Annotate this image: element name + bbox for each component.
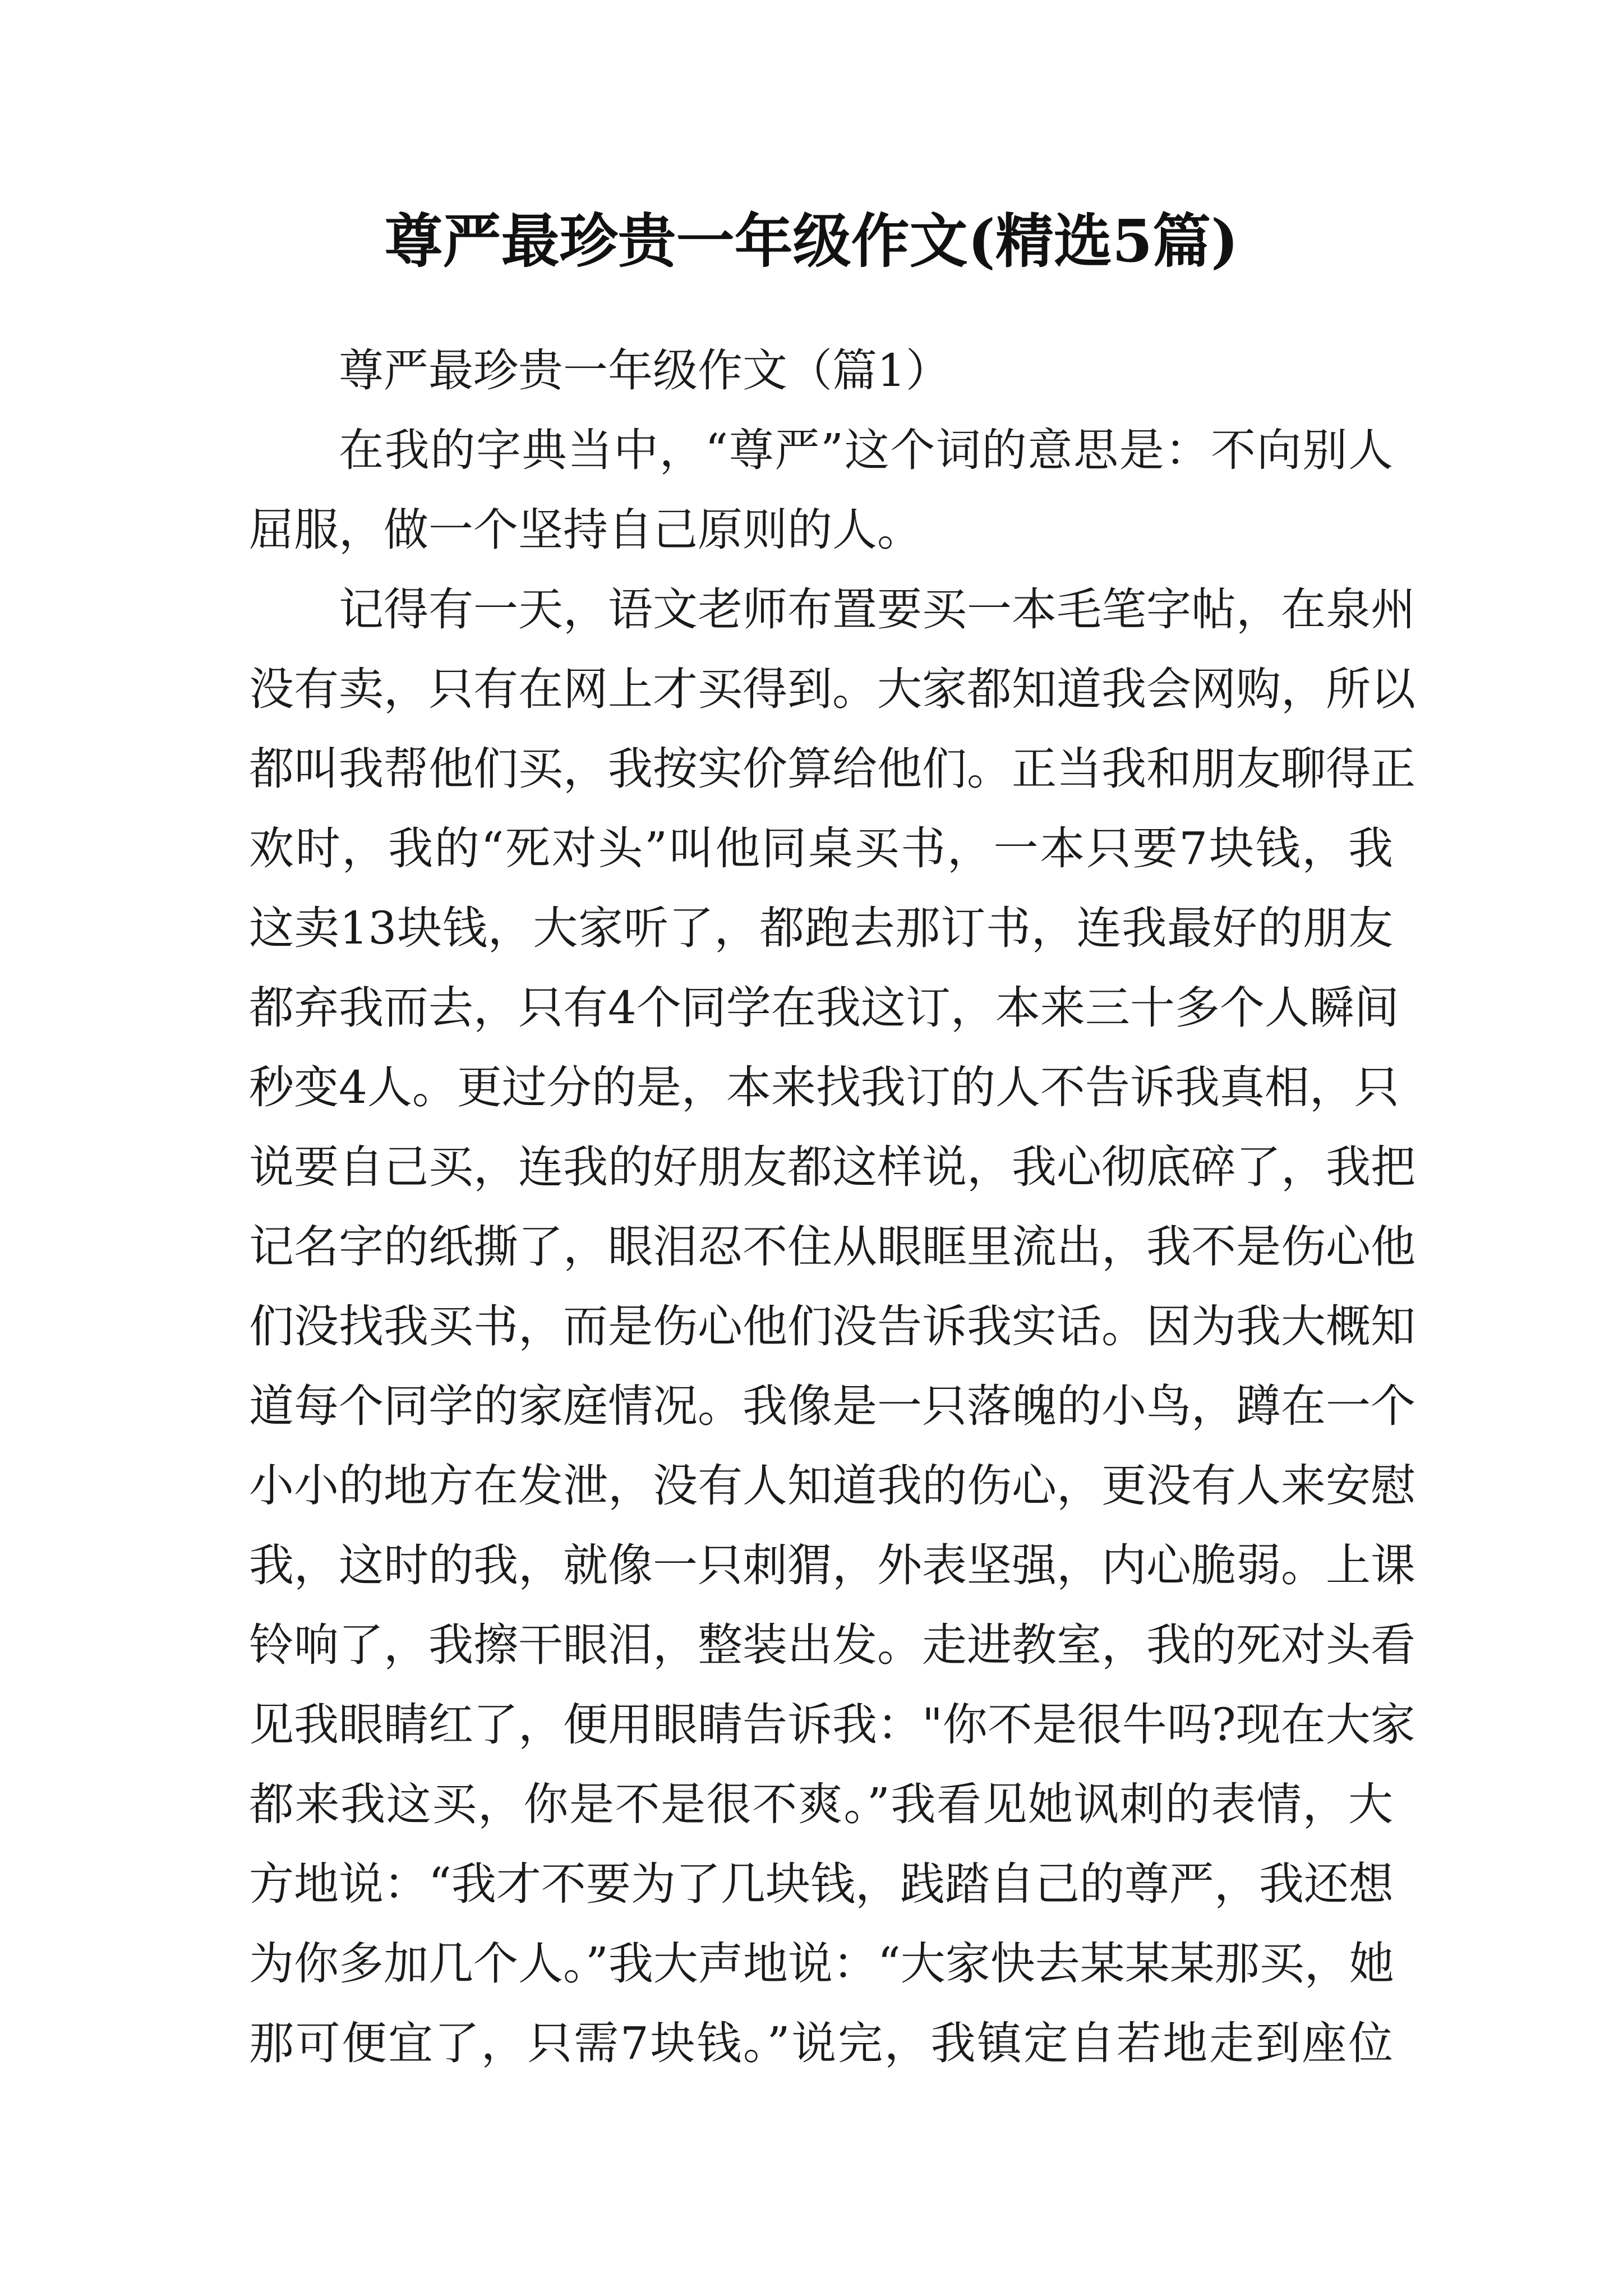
document-title: 尊严最珍贵一年级作文(精选5篇): [384, 206, 1239, 275]
paragraph-line: 说要自己买，连我的好朋友都这样说，我心彻底碎了，我把: [249, 1141, 1415, 1193]
section-heading: 尊严最珍贵一年级作文（篇1）: [339, 344, 951, 397]
paragraph-line: 小小的地方在发泄，没有人知道我的伤心，更没有人来安慰: [249, 1460, 1415, 1512]
paragraph-line: 那可便宜了，只需7块钱。”说完，我镇定自若地走到座位: [249, 2017, 1393, 2069]
paragraph-line: 记得有一天，语文老师布置要买一本毛笔字帖，在泉州: [339, 583, 1415, 636]
paragraph-line: 道每个同学的家庭情况。我像是一只落魄的小鸟，蹲在一个: [249, 1380, 1415, 1432]
paragraph-line: 铃响了，我擦干眼泪，整装出发。走进教室，我的死对头看: [249, 1619, 1415, 1671]
paragraph-line: 这卖13块钱，大家听了，都跑去那订书，连我最好的朋友: [249, 902, 1393, 954]
paragraph-line: 没有卖，只有在网上才买得到。大家都知道我会网购，所以: [249, 663, 1415, 715]
paragraph-line: 为你多加几个人。”我大声地说：“大家快去某某某那买，她: [249, 1938, 1394, 1990]
paragraph-line: 都来我这买，你是不是很不爽。”我看见她讽刺的表情，大: [249, 1778, 1393, 1830]
document-body: [249, 331, 1415, 2083]
paragraph-line: 欢时，我的“死对头”叫他同桌买书，一本只要7块钱，我: [249, 822, 1393, 875]
paragraph: [249, 411, 1393, 570]
paragraph-line: 秒变4人。更过分的是，本来找我订的人不告诉我真相，只: [249, 1061, 1399, 1114]
paragraph-line: 屈服，做一个坚持自己原则的人。: [249, 504, 922, 556]
paragraph-line: 都叫我帮他们买，我按实价算给他们。正当我和朋友聊得正: [249, 743, 1415, 795]
paragraph-line: 记名字的纸撕了，眼泪忍不住从眼眶里流出，我不是伤心他: [249, 1221, 1415, 1273]
paragraph: [249, 570, 1415, 2083]
paragraph-line: 我，这时的我，就像一只刺猬，外表坚强，内心脆弱。上课: [249, 1539, 1415, 1591]
paragraph-line: 见我眼睛红了，便用眼睛告诉我："你不是很牛吗?现在大家: [249, 1699, 1415, 1751]
paragraph-line: 都弃我而去，只有4个同学在我这订，本来三十多个人瞬间: [249, 982, 1399, 1034]
paragraph-line: 们没找我买书，而是伤心他们没告诉我实话。因为我大概知: [249, 1300, 1415, 1352]
paragraph-line: 方地说：“我才不要为了几块钱，践踏自己的尊严，我还想: [249, 1858, 1394, 1910]
paragraph-line: 在我的字典当中，“尊严”这个词的意思是：不向别人: [339, 424, 1393, 476]
